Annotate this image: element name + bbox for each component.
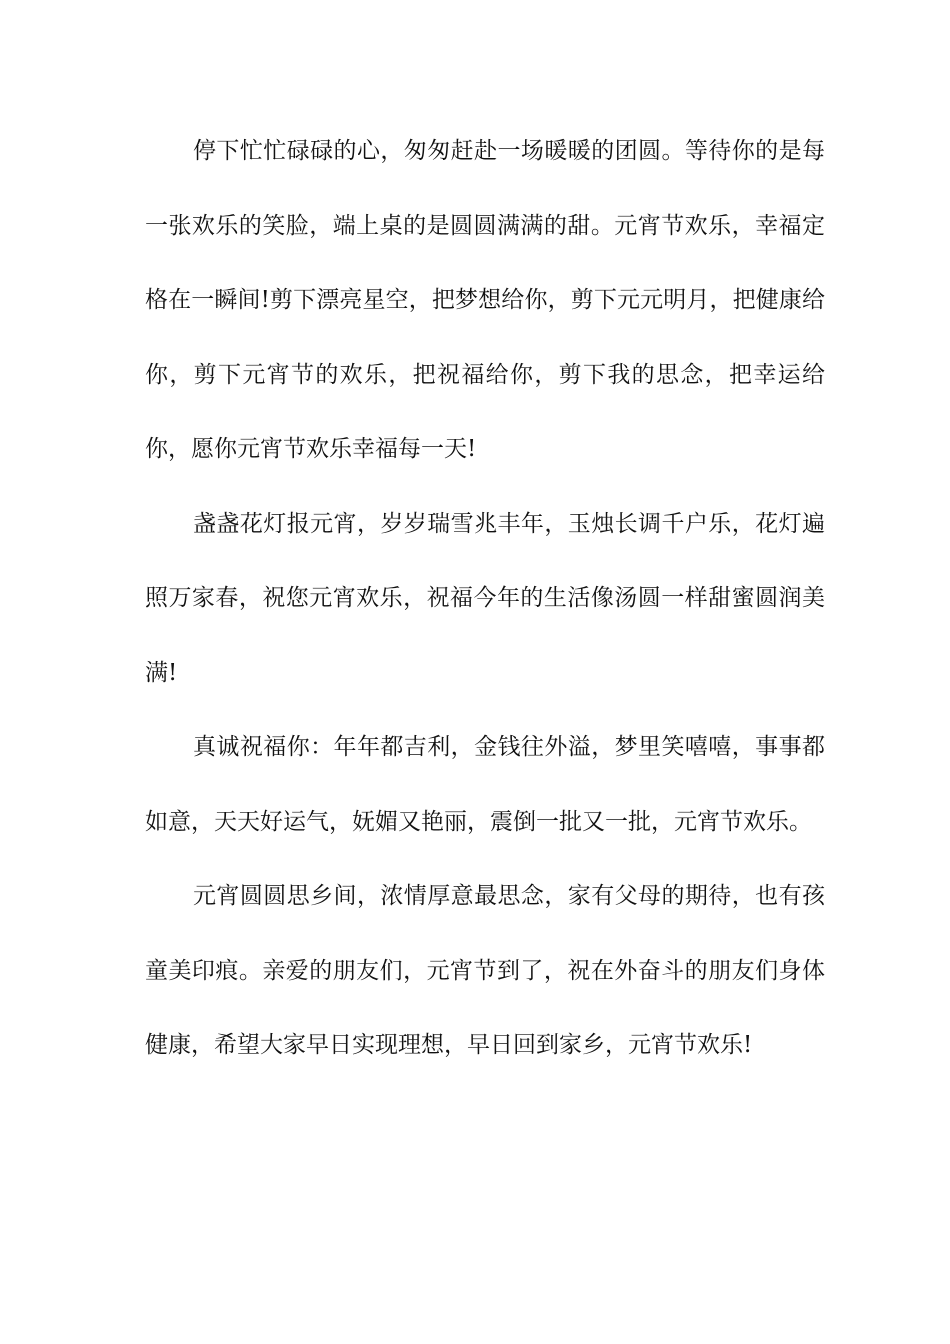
paragraph-4: 元宵圆圆思乡间，浓情厚意最思念，家有父母的期待，也有孩童美印痕。亲爱的朋友们，元宵节到了，祝在外奋斗的朋友们身体健康，希望大家早日实现理想，早日回到家乡，元宵节欢乐!	[145, 883, 825, 1058]
paragraph-1: 停下忙忙碌碌的心，匆匆赶赴一场暖暖的团圆。等待你的是每一张欢乐的笑脸，端上桌的是圆圆满满的甜。元宵节欢乐，幸福定格在一瞬间!剪下漂亮星空，把梦想给你，剪下元元明月，把健康给你，剪下元宵节的欢乐，把祝福给你，剪下我的思念，把幸运给你，愿你元宵节欢乐幸福每一天!	[145, 138, 825, 462]
paragraph-2: 盏盏花灯报元宵，岁岁瑞雪兆丰年，玉烛长调千户乐，花灯遍照万家春，祝您元宵欢乐，祝福今年的生活像汤圆一样甜蜜圆润美满!	[145, 510, 825, 686]
document-body	[145, 114, 825, 1083]
paragraph-3: 真诚祝福你：年年都吉利，金钱往外溢，梦里笑嘻嘻，事事都如意，天天好运气，妩媚又艳丽，震倒一批又一批，元宵节欢乐。	[145, 734, 825, 835]
